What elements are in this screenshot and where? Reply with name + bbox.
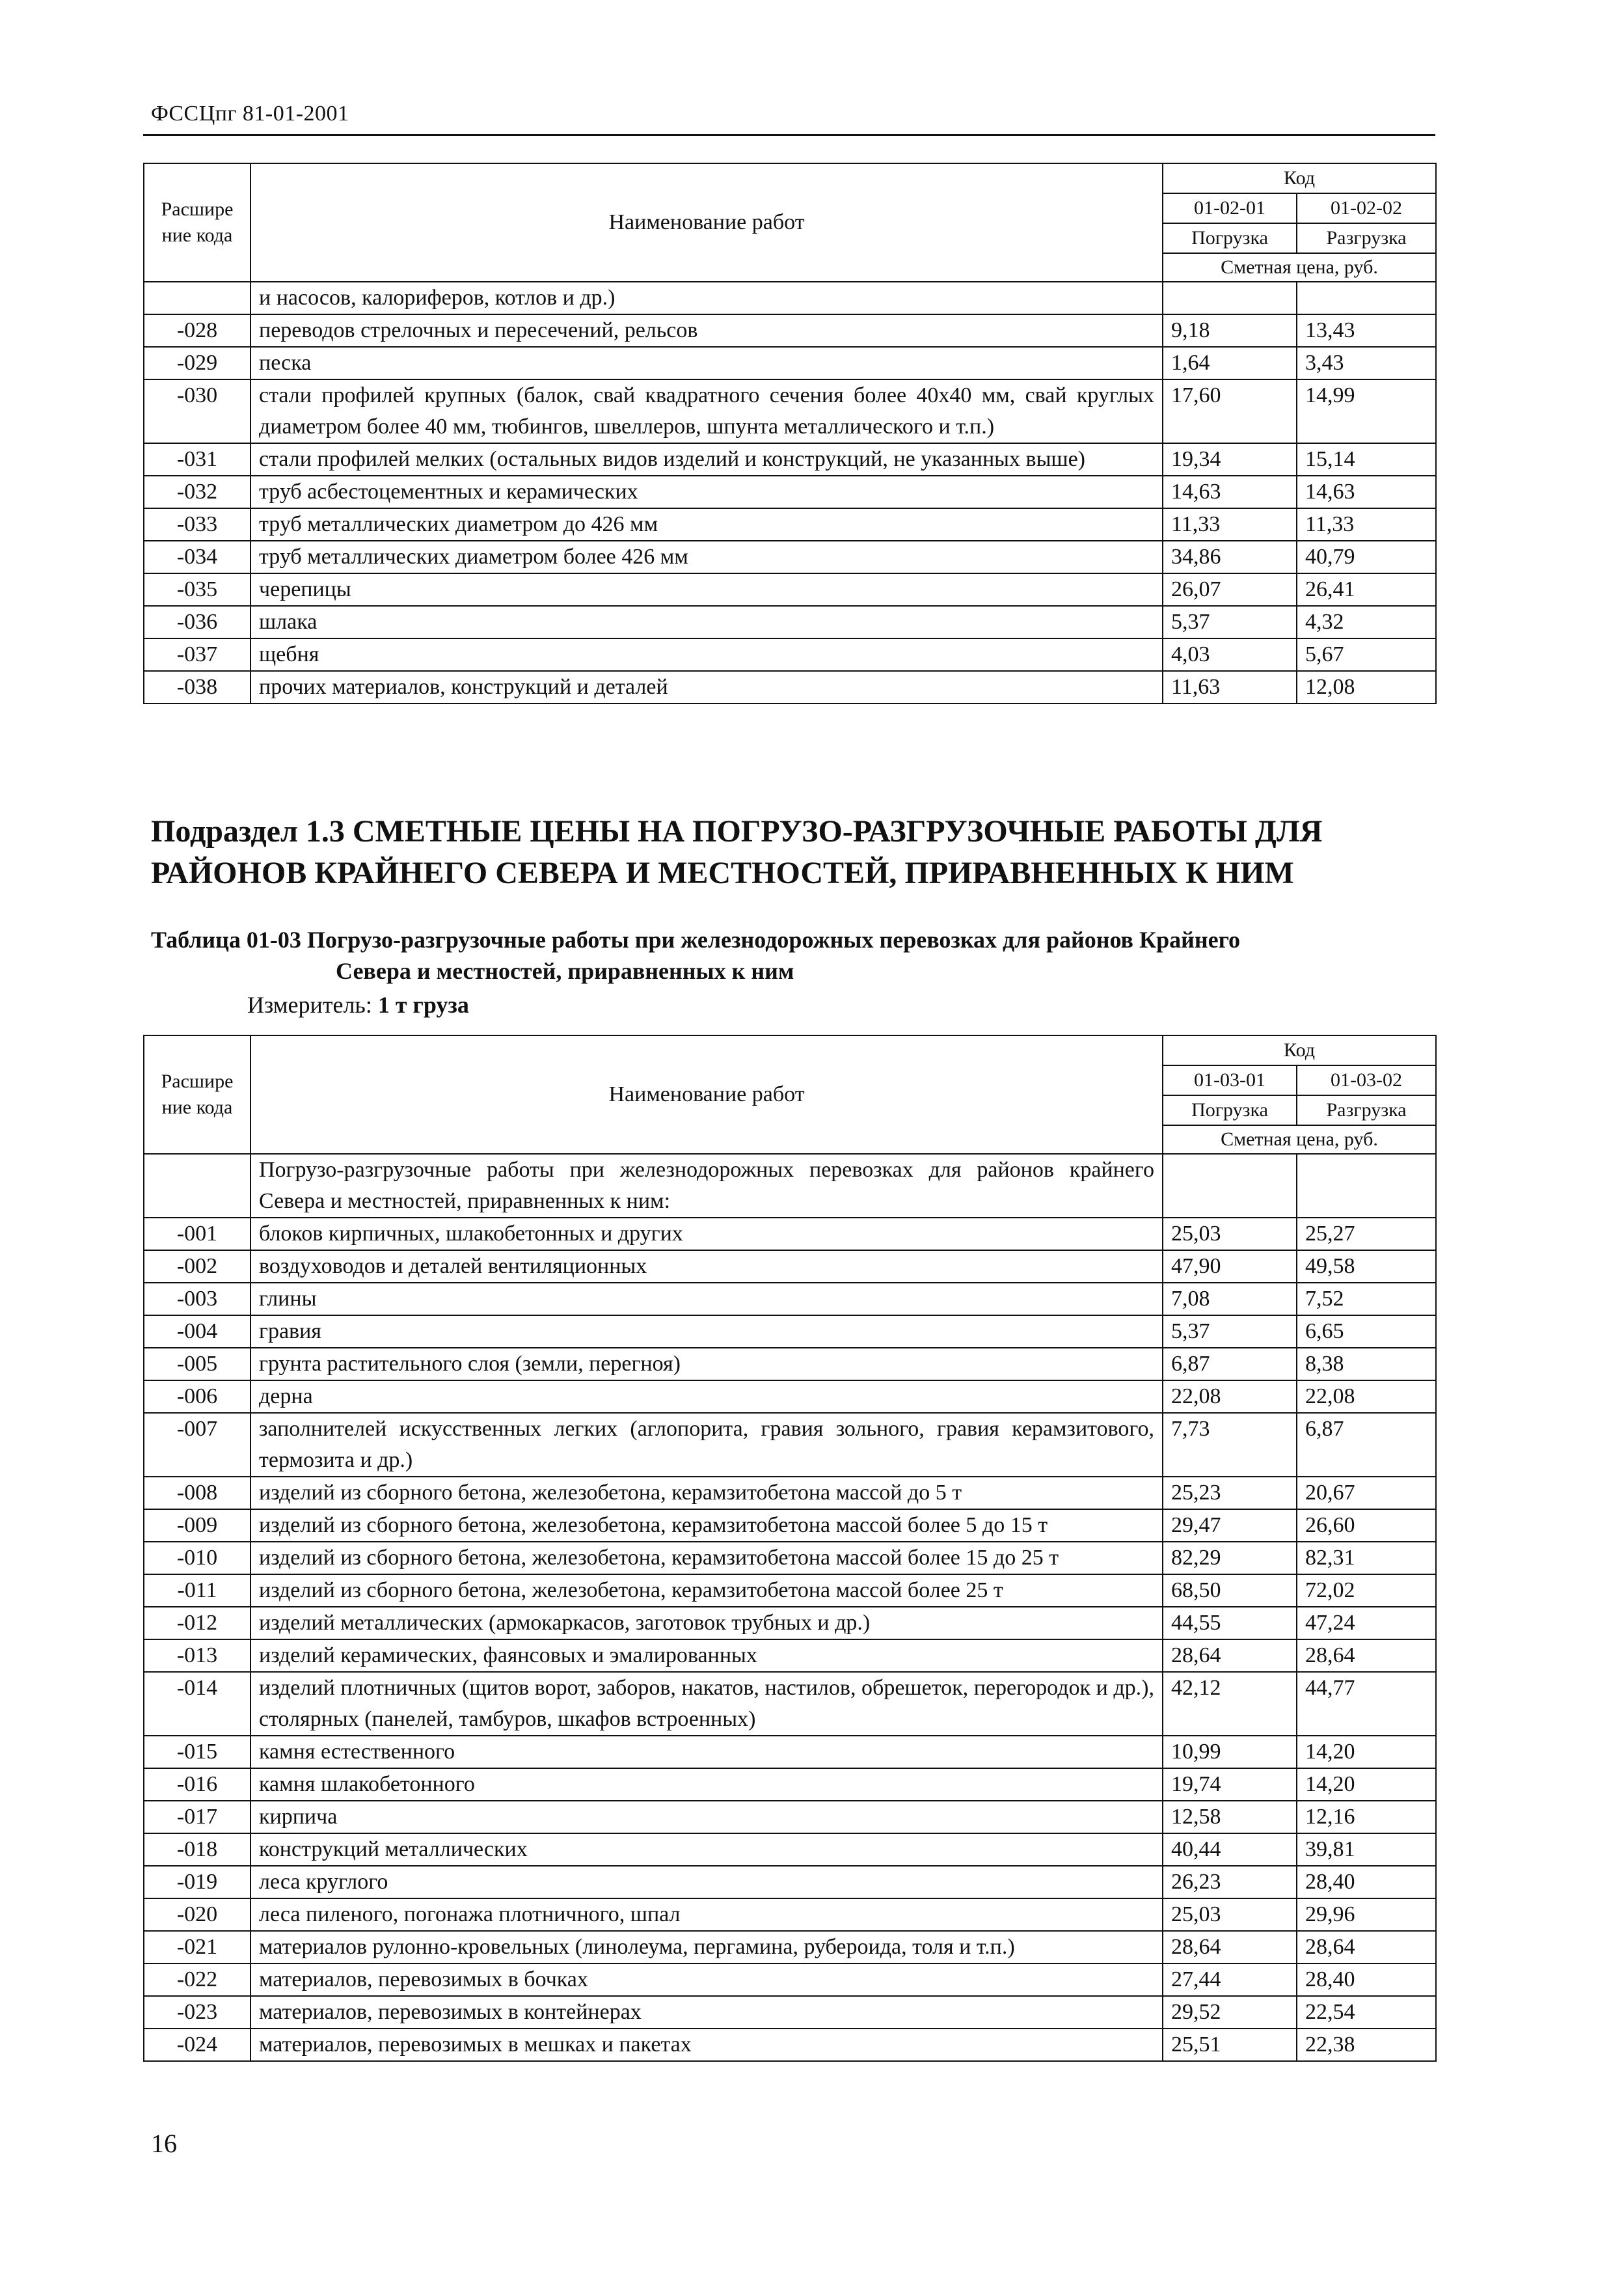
measure-unit [247, 989, 469, 1020]
row-load-price-cell: 44,55 [1163, 1607, 1297, 1639]
row-unload-price-cell: 47,24 [1297, 1607, 1436, 1639]
row-code-cell: -022 [144, 1963, 250, 1996]
code-header: Код [1163, 1035, 1436, 1065]
table-row [144, 1250, 1436, 1283]
row-unload-price-cell: 44,77 [1297, 1672, 1436, 1736]
row-load-price-cell: 28,64 [1163, 1931, 1297, 1963]
row-name-cell: материалов, перевозимых в мешках и пакетах [250, 2029, 1163, 2061]
table-row [144, 1542, 1436, 1574]
work-name-header: Наименование работ [250, 163, 1163, 282]
unload-code-header: 01-02-02 [1297, 193, 1436, 223]
row-unload-price-cell: 5,67 [1297, 638, 1436, 671]
table-row [144, 638, 1436, 671]
row-load-price-cell: 40,44 [1163, 1833, 1297, 1866]
row-load-price-cell: 34,86 [1163, 541, 1297, 573]
price-table-01-02 [143, 163, 1437, 704]
row-name-cell: воздуховодов и деталей вентиляционных [250, 1250, 1163, 1283]
row-unload-price-cell: 22,54 [1297, 1996, 1436, 2029]
row-name-cell: камня шлакобетонного [250, 1768, 1163, 1801]
table-row [144, 1348, 1436, 1380]
table-row [144, 282, 1436, 314]
table-caption-line2: Севера и местностей, приравненных к ним [336, 958, 794, 984]
measure-value: 1 т груза [377, 992, 469, 1018]
table-row [144, 2029, 1436, 2061]
row-code-cell: -037 [144, 638, 250, 671]
row-name-cell: леса круглого [250, 1866, 1163, 1898]
row-code-cell: -024 [144, 2029, 250, 2061]
row-code-cell: -003 [144, 1283, 250, 1315]
row-unload-price-cell: 6,87 [1297, 1413, 1436, 1477]
row-load-price-cell: 5,37 [1163, 1315, 1297, 1348]
row-load-price-cell [1163, 1154, 1297, 1218]
row-unload-price-cell: 40,79 [1297, 541, 1436, 573]
table-row [144, 1833, 1436, 1866]
row-unload-price-cell: 13,43 [1297, 314, 1436, 347]
row-code-cell: -038 [144, 671, 250, 704]
row-code-cell: -012 [144, 1607, 250, 1639]
table-caption [151, 924, 1426, 987]
row-code-cell: -033 [144, 508, 250, 541]
row-unload-price-cell: 14,63 [1297, 476, 1436, 508]
row-name-cell: камня естественного [250, 1736, 1163, 1768]
table-row [144, 1607, 1436, 1639]
row-load-price-cell: 22,08 [1163, 1380, 1297, 1413]
row-code-cell: -023 [144, 1996, 250, 2029]
row-name-cell: леса пиленого, погонажа плотничного, шпал [250, 1898, 1163, 1931]
table-header [144, 1035, 1436, 1154]
table-row [144, 1154, 1436, 1218]
row-load-price-cell: 7,73 [1163, 1413, 1297, 1477]
row-unload-price-cell: 20,67 [1297, 1477, 1436, 1509]
row-code-cell: -028 [144, 314, 250, 347]
row-name-cell: блоков кирпичных, шлакобетонных и других [250, 1218, 1163, 1250]
load-header: Погрузка [1163, 1095, 1297, 1125]
unload-code-header: 01-03-02 [1297, 1065, 1436, 1095]
row-unload-price-cell: 3,43 [1297, 347, 1436, 379]
table-body [144, 1154, 1436, 2061]
row-load-price-cell: 17,60 [1163, 379, 1297, 443]
row-name-cell: черепицы [250, 573, 1163, 606]
table-row [144, 1380, 1436, 1413]
row-code-cell: -009 [144, 1509, 250, 1542]
table-caption-line1: Таблица 01-03 Погрузо-разгрузочные работы при железнодорожных перевозках для районов Крайнего [151, 927, 1241, 953]
row-name-cell: стали профилей мелких (остальных видов изделий и конструкций, не указанных выше) [250, 443, 1163, 476]
row-unload-price-cell: 49,58 [1297, 1250, 1436, 1283]
table-row [144, 1898, 1436, 1931]
row-name-cell: кирпича [250, 1801, 1163, 1833]
row-unload-price-cell [1297, 282, 1436, 314]
table-row [144, 1768, 1436, 1801]
unload-header: Разгрузка [1297, 223, 1436, 253]
row-load-price-cell: 29,52 [1163, 1996, 1297, 2029]
row-load-price-cell: 82,29 [1163, 1542, 1297, 1574]
table-row [144, 1801, 1436, 1833]
row-code-cell: -016 [144, 1768, 250, 1801]
row-name-cell: труб металлических диаметром до 426 мм [250, 508, 1163, 541]
table-row [144, 1931, 1436, 1963]
work-name-header: Наименование работ [250, 1035, 1163, 1154]
row-load-price-cell: 25,03 [1163, 1898, 1297, 1931]
row-load-price-cell: 25,23 [1163, 1477, 1297, 1509]
row-code-cell: -031 [144, 443, 250, 476]
row-name-cell: конструкций металлических [250, 1833, 1163, 1866]
row-load-price-cell: 14,63 [1163, 476, 1297, 508]
ext-code-header: Расшире ние кода [144, 163, 250, 282]
row-unload-price-cell: 72,02 [1297, 1574, 1436, 1607]
table-body [144, 282, 1436, 704]
row-name-cell: шлака [250, 606, 1163, 638]
load-code-header: 01-03-01 [1163, 1065, 1297, 1095]
table-row [144, 1315, 1436, 1348]
price-header: Сметная цена, руб. [1163, 1125, 1436, 1154]
row-unload-price-cell: 14,99 [1297, 379, 1436, 443]
row-code-cell: -020 [144, 1898, 250, 1931]
row-unload-price-cell: 14,20 [1297, 1768, 1436, 1801]
table-row [144, 1639, 1436, 1672]
table-row [144, 1963, 1436, 1996]
row-name-cell: гравия [250, 1315, 1163, 1348]
row-name-cell: заполнителей искусственных легких (аглопорита, гравия зольного, гравия керамзитового, термозита и др.) [250, 1413, 1163, 1477]
row-load-price-cell: 11,63 [1163, 671, 1297, 704]
ext-code-header: Расшире ние кода [144, 1035, 250, 1154]
row-name-cell: переводов стрелочных и пересечений, рельсов [250, 314, 1163, 347]
table-row [144, 573, 1436, 606]
row-code-cell: -017 [144, 1801, 250, 1833]
row-code-cell: -004 [144, 1315, 250, 1348]
load-header: Погрузка [1163, 223, 1297, 253]
row-code-cell: -032 [144, 476, 250, 508]
row-code-cell: -035 [144, 573, 250, 606]
row-name-cell: изделий керамических, фаянсовых и эмалированных [250, 1639, 1163, 1672]
row-load-price-cell: 10,99 [1163, 1736, 1297, 1768]
table-row [144, 606, 1436, 638]
row-load-price-cell: 19,74 [1163, 1768, 1297, 1801]
table-row [144, 443, 1436, 476]
row-name-cell: грунта растительного слоя (земли, перегноя) [250, 1348, 1163, 1380]
row-load-price-cell: 1,64 [1163, 347, 1297, 379]
row-name-cell: глины [250, 1283, 1163, 1315]
row-code-cell: -001 [144, 1218, 250, 1250]
row-unload-price-cell: 22,38 [1297, 2029, 1436, 2061]
row-code-cell: -005 [144, 1348, 250, 1380]
row-unload-price-cell: 28,40 [1297, 1963, 1436, 1996]
row-load-price-cell: 7,08 [1163, 1283, 1297, 1315]
row-code-cell: -010 [144, 1542, 250, 1574]
price-table-01-03 [143, 1035, 1437, 2062]
row-unload-price-cell: 29,96 [1297, 1898, 1436, 1931]
row-load-price-cell: 19,34 [1163, 443, 1297, 476]
row-name-cell: труб асбестоцементных и керамических [250, 476, 1163, 508]
row-load-price-cell: 68,50 [1163, 1574, 1297, 1607]
row-name-cell: песка [250, 347, 1163, 379]
row-unload-price-cell: 14,20 [1297, 1736, 1436, 1768]
row-name-cell: изделий из сборного бетона, железобетона, керамзитобетона массой более 25 т [250, 1574, 1163, 1607]
table-row [144, 1413, 1436, 1477]
table-row [144, 1574, 1436, 1607]
row-code-cell: -014 [144, 1672, 250, 1736]
row-name-cell: дерна [250, 1380, 1163, 1413]
row-unload-price-cell: 12,08 [1297, 671, 1436, 704]
row-load-price-cell: 42,12 [1163, 1672, 1297, 1736]
row-load-price-cell: 29,47 [1163, 1509, 1297, 1542]
row-code-cell: -002 [144, 1250, 250, 1283]
price-header: Сметная цена, руб. [1163, 253, 1436, 282]
row-code-cell: -034 [144, 541, 250, 573]
table-row [144, 347, 1436, 379]
page-number: 16 [151, 2129, 177, 2158]
row-name-cell: и насосов, калориферов, котлов и др.) [250, 282, 1163, 314]
table-row [144, 1509, 1436, 1542]
row-code-cell: -019 [144, 1866, 250, 1898]
row-load-price-cell: 5,37 [1163, 606, 1297, 638]
row-name-cell: материалов, перевозимых в контейнерах [250, 1996, 1163, 2029]
row-code-cell: -013 [144, 1639, 250, 1672]
table-row [144, 541, 1436, 573]
row-code-cell: -029 [144, 347, 250, 379]
row-name-cell: стали профилей крупных (балок, свай квадратного сечения более 40х40 мм, свай круглых диаметром более 40 мм, тюбингов, швеллеров, шпунта металлического и т.п.) [250, 379, 1163, 443]
row-code-cell: -030 [144, 379, 250, 443]
row-unload-price-cell: 12,16 [1297, 1801, 1436, 1833]
row-code-cell: -007 [144, 1413, 250, 1477]
row-unload-price-cell: 28,64 [1297, 1931, 1436, 1963]
row-load-price-cell: 28,64 [1163, 1639, 1297, 1672]
row-code-cell: -021 [144, 1931, 250, 1963]
header-rule [143, 134, 1435, 136]
row-code-cell: -008 [144, 1477, 250, 1509]
row-load-price-cell: 6,87 [1163, 1348, 1297, 1380]
row-load-price-cell: 11,33 [1163, 508, 1297, 541]
table-row [144, 1672, 1436, 1736]
table-row [144, 508, 1436, 541]
row-load-price-cell: 9,18 [1163, 314, 1297, 347]
row-name-cell: прочих материалов, конструкций и деталей [250, 671, 1163, 704]
table-row [144, 1866, 1436, 1898]
row-unload-price-cell: 22,08 [1297, 1380, 1436, 1413]
row-unload-price-cell: 6,65 [1297, 1315, 1436, 1348]
row-unload-price-cell: 39,81 [1297, 1833, 1436, 1866]
row-unload-price-cell: 28,64 [1297, 1639, 1436, 1672]
row-name-cell: Погрузо-разгрузочные работы при железнодорожных перевозках для районов крайнего Севера и местностей, приравненных к ним: [250, 1154, 1163, 1218]
table-header [144, 163, 1436, 282]
table-row [144, 671, 1436, 704]
table-row [144, 1996, 1436, 2029]
table-row [144, 1283, 1436, 1315]
row-unload-price-cell: 8,38 [1297, 1348, 1436, 1380]
row-load-price-cell: 27,44 [1163, 1963, 1297, 1996]
row-unload-price-cell: 4,32 [1297, 606, 1436, 638]
row-code-cell [144, 1154, 250, 1218]
row-load-price-cell [1163, 282, 1297, 314]
row-name-cell: изделий плотничных (щитов ворот, заборов, накатов, настилов, обрешеток, перегородок и др.), столярных (панелей, тамбуров, шкафов встроенных) [250, 1672, 1163, 1736]
table-row [144, 1477, 1436, 1509]
row-unload-price-cell: 11,33 [1297, 508, 1436, 541]
row-name-cell: изделий из сборного бетона, железобетона, керамзитобетона массой до 5 т [250, 1477, 1163, 1509]
row-code-cell [144, 282, 250, 314]
row-name-cell: труб металлических диаметром более 426 мм [250, 541, 1163, 573]
row-unload-price-cell: 25,27 [1297, 1218, 1436, 1250]
row-code-cell: -011 [144, 1574, 250, 1607]
table-row [144, 314, 1436, 347]
row-unload-price-cell: 7,52 [1297, 1283, 1436, 1315]
row-load-price-cell: 12,58 [1163, 1801, 1297, 1833]
row-load-price-cell: 25,51 [1163, 2029, 1297, 2061]
row-name-cell: изделий из сборного бетона, железобетона, керамзитобетона массой более 15 до 25 т [250, 1542, 1163, 1574]
row-name-cell: материалов, перевозимых в бочках [250, 1963, 1163, 1996]
row-load-price-cell: 25,03 [1163, 1218, 1297, 1250]
row-unload-price-cell: 82,31 [1297, 1542, 1436, 1574]
row-name-cell: изделий металлических (армокаркасов, заготовок трубных и др.) [250, 1607, 1163, 1639]
table-row [144, 1736, 1436, 1768]
load-code-header: 01-02-01 [1163, 193, 1297, 223]
row-name-cell: щебня [250, 638, 1163, 671]
row-load-price-cell: 26,07 [1163, 573, 1297, 606]
unload-header: Разгрузка [1297, 1095, 1436, 1125]
row-load-price-cell: 4,03 [1163, 638, 1297, 671]
measure-label: Измеритель: [247, 992, 372, 1018]
row-code-cell: -036 [144, 606, 250, 638]
row-code-cell: -006 [144, 1380, 250, 1413]
row-unload-price-cell [1297, 1154, 1436, 1218]
row-name-cell: материалов рулонно-кровельных (линолеума, пергамина, рубероида, толя и т.п.) [250, 1931, 1163, 1963]
table-row [144, 1218, 1436, 1250]
table-row [144, 379, 1436, 443]
document-code: ФССЦпг 81-01-2001 [151, 102, 349, 126]
row-unload-price-cell: 26,60 [1297, 1509, 1436, 1542]
code-header: Код [1163, 163, 1436, 193]
table-row [144, 476, 1436, 508]
row-unload-price-cell: 26,41 [1297, 573, 1436, 606]
section-title: Подраздел 1.3 СМЕТНЫЕ ЦЕНЫ НА ПОГРУЗО-РАЗГРУЗОЧНЫЕ РАБОТЫ ДЛЯ РАЙОНОВ КРАЙНЕГО СЕВЕРА И МЕСТНОСТЕЙ, ПРИРАВНЕННЫХ К НИМ [151, 814, 1323, 890]
row-unload-price-cell: 28,40 [1297, 1866, 1436, 1898]
row-unload-price-cell: 15,14 [1297, 443, 1436, 476]
row-code-cell: -015 [144, 1736, 250, 1768]
row-name-cell: изделий из сборного бетона, железобетона, керамзитобетона массой более 5 до 15 т [250, 1509, 1163, 1542]
row-load-price-cell: 26,23 [1163, 1866, 1297, 1898]
row-code-cell: -018 [144, 1833, 250, 1866]
row-load-price-cell: 47,90 [1163, 1250, 1297, 1283]
